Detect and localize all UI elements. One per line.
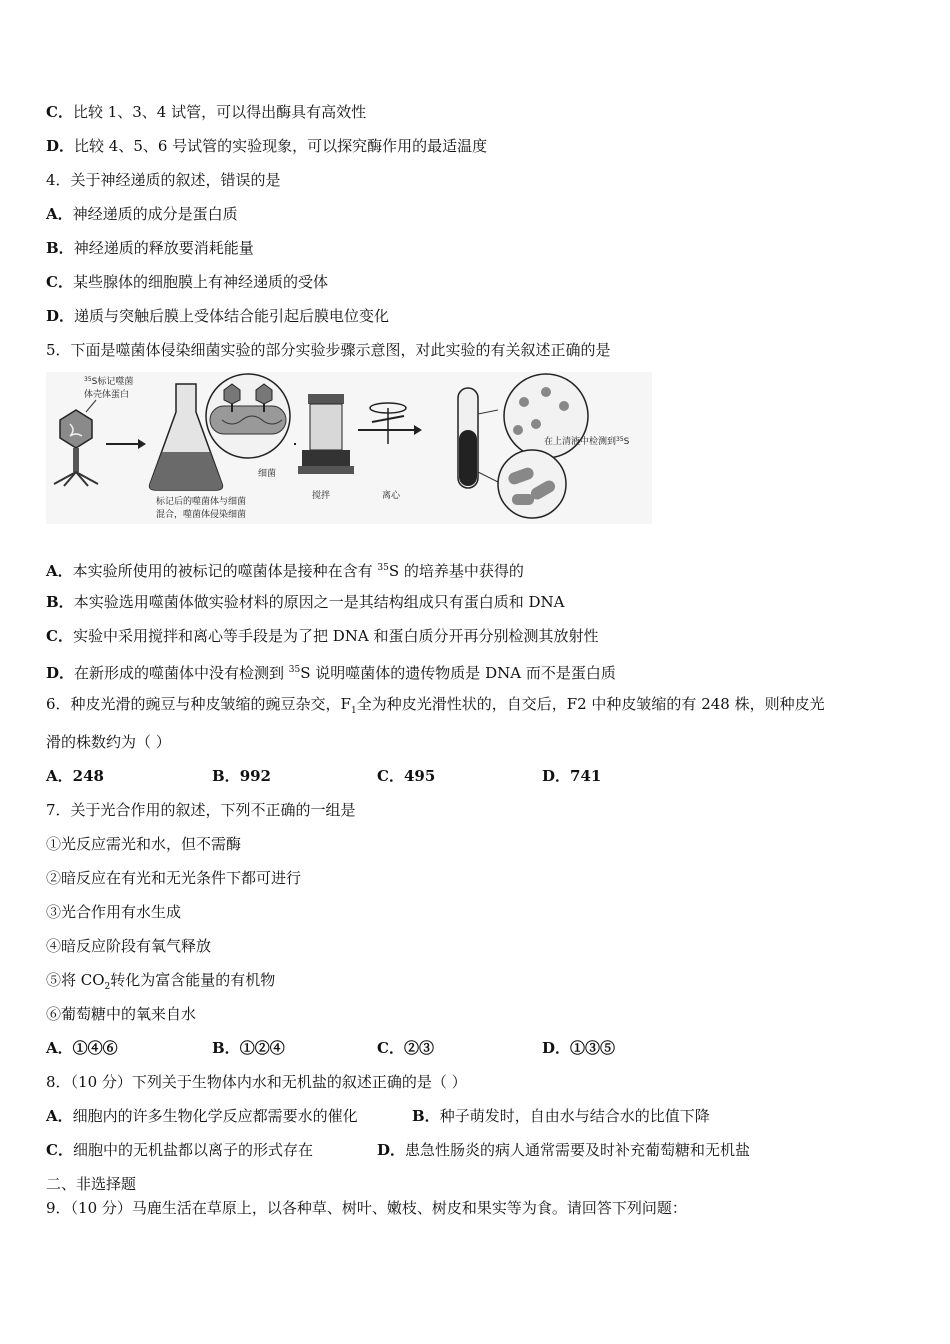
q6-stem-line2: 滑的株数约为（ ） [46,733,171,751]
q8-option-a: A．细胞内的许多生物化学反应都需要水的催化 [46,1107,358,1125]
q7-item-3: ③光合作用有水生成 [46,903,182,921]
section-title: 二、非选择题 [46,1175,137,1193]
detect-label: 在上清液中检测到$^{35}$S [544,436,630,447]
q7-option-b: B．①②④ [212,1039,285,1057]
q3-option-d: D．比较 4、5、6 号试管的实验现象，可以探究酶作用的最适温度 [46,137,488,155]
bacteria-label: 细菌 [258,469,277,479]
infection-magnified-icon [206,374,290,458]
q5-option-d: D．在新形成的噬菌体中没有检测到 $^{35}$S 说明噬菌体的遗传物质是 DNA 而不是蛋白质 [46,664,616,682]
q8-stem: 8．（10 分）下列关于生物体内水和无机盐的叙述正确的是（ ） [46,1073,467,1091]
q7-item-1: ①光反应需光和水，但不需酶 [46,835,242,853]
q5-option-b: B．本实验选用噬菌体做实验材料的原因之一是其结构组成只有蛋白质和 DNA [46,593,565,611]
sediment-magnified-icon [498,450,566,518]
q4-stem: 4．关于神经递质的叙述，错误的是 [46,171,281,189]
mix-label-line2: 混合，噬菌体侵染细菌 [156,510,247,520]
q7-item-5: ⑤将 $CO_2$转化为富含能量的有机物 [46,971,276,992]
q4-option-d: D．递质与突触后膜上受体结合能引起后膜电位变化 [46,307,390,325]
q5-option-a: A．本实验所使用的被标记的噬菌体是接种在含有 $^{35}$S 的培养基中获得的 [46,562,524,580]
q7-item-4: ④暗反应阶段有氧气释放 [46,937,212,955]
q8-option-c: C．细胞中的无机盐都以离子的形式存在 [46,1141,313,1159]
test-tube-icon [458,388,478,488]
q4-option-a: A．神经递质的成分是蛋白质 [46,205,238,223]
q6-option-a: A．248 [46,767,104,785]
q6-option-d: D．741 [542,767,602,785]
q4-option-c: C．某些腺体的细胞膜上有神经递质的受体 [46,273,328,291]
phage-label-line1: $^{35}$S标记噬菌 [84,376,134,387]
q7-stem: 7．关于光合作用的叙述，下列不正确的一组是 [46,801,356,819]
q7-option-a: A．①④⑥ [46,1039,118,1057]
q5-stem: 5．下面是噬菌体侵染细菌实验的部分实验步骤示意图，对此实验的有关叙述正确的是 [46,341,611,359]
centrifuge-label: 离心 [382,491,401,501]
phage-experiment-diagram [46,372,652,524]
stir-label: 搅拌 [312,491,331,501]
q5-option-c: C．实验中采用搅拌和离心等手段是为了把 DNA 和蛋白质分开再分别检测其放射性 [46,627,599,645]
q6-option-b: B．992 [212,767,271,785]
q6-option-c: C．495 [377,767,436,785]
mix-label-line1: 标记后的噬菌体与细菌 [156,497,247,507]
q4-option-b: B．神经递质的释放要消耗能量 [46,239,254,257]
q7-option-d: D．①③⑤ [542,1039,616,1057]
q7-item-2: ②暗反应在有光和无光条件下都可进行 [46,869,302,887]
q7-item-6: ⑥葡萄糖中的氧来自水 [46,1005,197,1023]
phage-experiment-figure [46,372,652,524]
phage-label-line2: 体壳体蛋白 [84,390,130,400]
q8-option-d: D．患急性肠炎的病人通常需要及时补充葡萄糖和无机盐 [377,1141,751,1159]
q3-option-c: C．比较 1、3、4 试管，可以得出酶具有高效性 [46,103,367,121]
q9-stem: 9．（10 分）马鹿生活在草原上，以各种草、树叶、嫩枝、树皮和果实等为食。请回答下列问题： [46,1199,687,1217]
q7-option-c: C．②③ [377,1039,434,1057]
q8-option-b: B．种子萌发时，自由水与结合水的比值下降 [412,1107,710,1125]
q6-stem-line1: 6．种皮光滑的豌豆与种皮皱缩的豌豆杂交，$F_1$全为种皮光滑性状的，自交后，F2 中种皮皱缩的有 248 株，则种皮光 [46,695,825,716]
